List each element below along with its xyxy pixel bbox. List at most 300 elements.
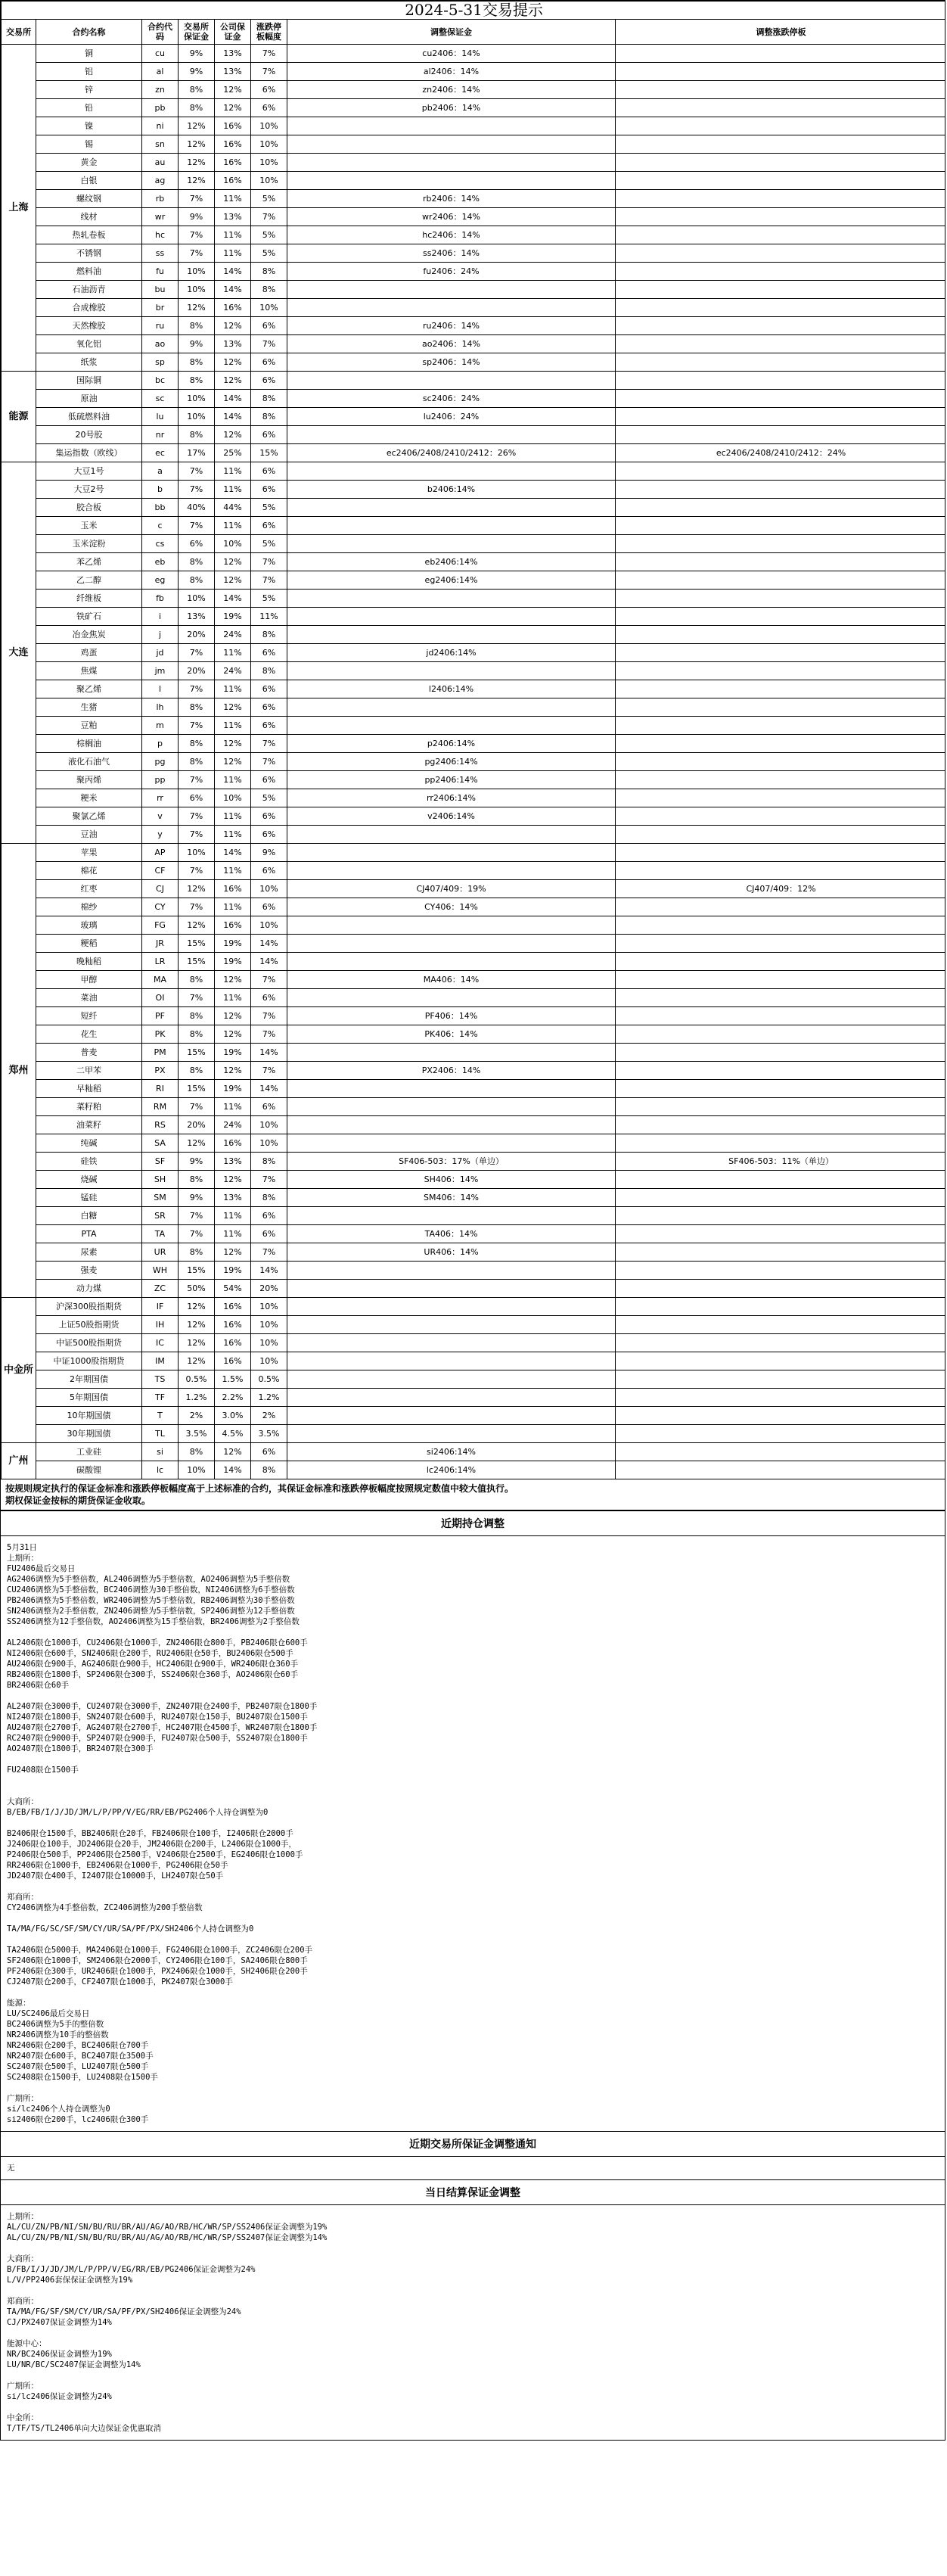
contract-code: PM bbox=[142, 1044, 179, 1062]
limit-range: 8% bbox=[251, 1461, 287, 1479]
exchange-margin: 7% bbox=[179, 717, 215, 735]
adjusted-limit bbox=[616, 135, 946, 154]
adjusted-limit bbox=[616, 390, 946, 408]
contract-name: 镍 bbox=[36, 117, 142, 135]
contract-code: lh bbox=[142, 698, 179, 717]
adjusted-limit bbox=[616, 154, 946, 172]
note-line: 按规则规定执行的保证金标准和涨跌停板幅度高于上述标准的合约，其保证金标准和涨跌停板幅度按照规定数值中较大值执行。 bbox=[5, 1483, 514, 1494]
contract-name: 中证500股指期货 bbox=[36, 1334, 142, 1352]
section-line bbox=[7, 1818, 939, 1828]
adjusted-limit bbox=[616, 281, 946, 299]
contract-name: 甲醇 bbox=[36, 971, 142, 989]
header-company-margin: 公司保证金 bbox=[215, 20, 251, 45]
contract-name: 聚氯乙烯 bbox=[36, 807, 142, 826]
company-margin: 11% bbox=[215, 717, 251, 735]
adjusted-margin: ru2406：14% bbox=[287, 317, 616, 335]
exchange-margin: 7% bbox=[179, 807, 215, 826]
adjusted-limit bbox=[616, 571, 946, 590]
company-margin: 12% bbox=[215, 81, 251, 99]
limit-range: 7% bbox=[251, 1062, 287, 1080]
adjusted-margin bbox=[287, 1098, 616, 1116]
adjusted-limit bbox=[616, 426, 946, 444]
contract-code: eg bbox=[142, 571, 179, 590]
table-row bbox=[2, 299, 946, 317]
section-line: SF2406限仓1000手，SM2406限仓2000手，CY2406限仓100手，SA2406限仓800手 bbox=[7, 1956, 308, 1965]
adjusted-margin bbox=[287, 698, 616, 717]
adjusted-margin: CY406：14% bbox=[287, 898, 616, 916]
contract-name: 粳稻 bbox=[36, 935, 142, 953]
contract-code: PK bbox=[142, 1025, 179, 1044]
section-line: PB2406调整为5手整倍数，WR2406调整为5手整倍数，RB2406调整为30手整倍数 bbox=[7, 1596, 295, 1605]
contract-name: 石油沥青 bbox=[36, 281, 142, 299]
contract-code: bc bbox=[142, 372, 179, 390]
contract-code: IF bbox=[142, 1298, 179, 1316]
notice-sections bbox=[1, 1510, 945, 2440]
exchange-margin: 9% bbox=[179, 208, 215, 226]
contract-name: 锰硅 bbox=[36, 1189, 142, 1207]
table-row bbox=[2, 1280, 946, 1298]
exchange-margin: 20% bbox=[179, 662, 215, 680]
table-row bbox=[2, 81, 946, 99]
exchange-margin: 9% bbox=[179, 45, 215, 63]
adjusted-limit bbox=[616, 1007, 946, 1025]
contract-code: b bbox=[142, 481, 179, 499]
adjusted-margin: rr2406:14% bbox=[287, 789, 616, 807]
limit-range: 10% bbox=[251, 117, 287, 135]
adjusted-limit bbox=[616, 208, 946, 226]
adjusted-limit bbox=[616, 335, 946, 353]
contract-name: 碳酸锂 bbox=[36, 1461, 142, 1479]
adjusted-margin: p2406:14% bbox=[287, 735, 616, 753]
section-line bbox=[7, 1913, 939, 1924]
table-row bbox=[2, 1134, 946, 1153]
limit-range: 5% bbox=[251, 190, 287, 208]
adjusted-limit bbox=[616, 299, 946, 317]
company-margin: 4.5% bbox=[215, 1425, 251, 1443]
adjusted-limit bbox=[616, 462, 946, 481]
contract-name: 白银 bbox=[36, 172, 142, 190]
exchange-margin: 8% bbox=[179, 99, 215, 117]
section-line: FU2406最后交易日 bbox=[7, 1564, 76, 1573]
table-row bbox=[2, 390, 946, 408]
exchange-margin: 10% bbox=[179, 408, 215, 426]
contract-name: 玉米 bbox=[36, 517, 142, 535]
contract-code: bb bbox=[142, 499, 179, 517]
limit-range: 6% bbox=[251, 717, 287, 735]
section-line: NR/BC2406保证金调整为19% bbox=[7, 2350, 112, 2359]
table-row bbox=[2, 335, 946, 353]
company-margin: 12% bbox=[215, 571, 251, 590]
section-line: 广期所： bbox=[7, 2094, 39, 2103]
adjusted-limit bbox=[616, 1443, 946, 1461]
contract-name: 强麦 bbox=[36, 1262, 142, 1280]
table-row bbox=[2, 1243, 946, 1262]
section-line: SC2408限仓1500手，LU2408限仓1500手 bbox=[7, 2073, 158, 2082]
exchange-margin: 8% bbox=[179, 1007, 215, 1025]
section-line: PF2406限仓300手，UR2406限仓1000手，PX2406限仓1000手，SH2406限仓200手 bbox=[7, 1967, 308, 1976]
limit-range: 6% bbox=[251, 698, 287, 717]
adjusted-margin bbox=[287, 1370, 616, 1389]
exchange-margin: 7% bbox=[179, 989, 215, 1007]
limit-range: 10% bbox=[251, 916, 287, 935]
adjusted-margin bbox=[287, 1334, 616, 1352]
table-row bbox=[2, 1443, 946, 1461]
contract-name: PTA bbox=[36, 1225, 142, 1243]
exchange-margin: 7% bbox=[179, 680, 215, 698]
limit-range: 10% bbox=[251, 299, 287, 317]
table-row bbox=[2, 953, 946, 971]
exchange-margin: 9% bbox=[179, 63, 215, 81]
company-margin: 12% bbox=[215, 698, 251, 717]
contract-code: al bbox=[142, 63, 179, 81]
adjusted-margin: ss2406：14% bbox=[287, 244, 616, 263]
section-line: 能源中心： bbox=[7, 2339, 47, 2348]
section-line: TA/MA/FG/SC/SF/SM/CY/UR/SA/PF/PX/SH2406个人持仓调整为0 bbox=[7, 1924, 254, 1934]
table-row bbox=[2, 408, 946, 426]
limit-range: 14% bbox=[251, 1080, 287, 1098]
adjusted-limit bbox=[616, 81, 946, 99]
limit-range: 10% bbox=[251, 1298, 287, 1316]
contract-code: si bbox=[142, 1443, 179, 1461]
contract-code: SH bbox=[142, 1171, 179, 1189]
limit-range: 7% bbox=[251, 208, 287, 226]
section-line: 大商所： bbox=[7, 2254, 39, 2263]
adjusted-margin: UR406：14% bbox=[287, 1243, 616, 1262]
table-row bbox=[2, 1189, 946, 1207]
limit-range: 8% bbox=[251, 281, 287, 299]
adjusted-limit bbox=[616, 1298, 946, 1316]
contract-name: 纯碱 bbox=[36, 1134, 142, 1153]
table-row bbox=[2, 826, 946, 844]
company-margin: 13% bbox=[215, 208, 251, 226]
limit-range: 2% bbox=[251, 1407, 287, 1425]
company-margin: 19% bbox=[215, 1080, 251, 1098]
table-row bbox=[2, 898, 946, 916]
company-margin: 11% bbox=[215, 826, 251, 844]
table-row bbox=[2, 1407, 946, 1425]
contract-name: 黄金 bbox=[36, 154, 142, 172]
adjusted-limit bbox=[616, 190, 946, 208]
section-line: CJ/PX2407保证金调整为14% bbox=[7, 2318, 112, 2327]
exchange-margin: 8% bbox=[179, 426, 215, 444]
company-margin: 11% bbox=[215, 462, 251, 481]
limit-range: 10% bbox=[251, 1352, 287, 1370]
company-margin: 14% bbox=[215, 590, 251, 608]
contract-name: 聚乙烯 bbox=[36, 680, 142, 698]
contract-name: 聚丙烯 bbox=[36, 771, 142, 789]
adjusted-limit bbox=[616, 862, 946, 880]
adjusted-margin bbox=[287, 1280, 616, 1298]
contract-name: 纸浆 bbox=[36, 353, 142, 372]
contract-name: 原油 bbox=[36, 390, 142, 408]
adjusted-limit: SF406-503：11%（单边） bbox=[616, 1153, 946, 1171]
contract-code: ZC bbox=[142, 1280, 179, 1298]
table-row bbox=[2, 99, 946, 117]
table-row bbox=[2, 244, 946, 263]
limit-range: 0.5% bbox=[251, 1370, 287, 1389]
table-row bbox=[2, 154, 946, 172]
contract-name: 菜籽粕 bbox=[36, 1098, 142, 1116]
limit-range: 15% bbox=[251, 444, 287, 462]
contract-name: 烧碱 bbox=[36, 1171, 142, 1189]
exchange-margin: 8% bbox=[179, 1171, 215, 1189]
adjusted-margin: si2406:14% bbox=[287, 1443, 616, 1461]
section-line: NR2406调整为10手的整倍数 bbox=[7, 2030, 109, 2039]
table-row bbox=[2, 462, 946, 481]
adjusted-limit bbox=[616, 172, 946, 190]
section-line: FU2408限仓1500手 bbox=[7, 1766, 79, 1775]
contract-code: OI bbox=[142, 989, 179, 1007]
contract-code: JR bbox=[142, 935, 179, 953]
table-row bbox=[2, 1316, 946, 1334]
adjusted-limit bbox=[616, 499, 946, 517]
table-row bbox=[2, 717, 946, 735]
contract-name: 玻璃 bbox=[36, 916, 142, 935]
company-margin: 19% bbox=[215, 935, 251, 953]
table-row bbox=[2, 1171, 946, 1189]
section-line: J2406限仓100手，JD2406限仓20手，JM2406限仓200手，L2406限仓1000手， bbox=[7, 1840, 297, 1849]
contract-code: jd bbox=[142, 644, 179, 662]
contract-code: ao bbox=[142, 335, 179, 353]
exchange-margin: 2% bbox=[179, 1407, 215, 1425]
company-margin: 11% bbox=[215, 244, 251, 263]
adjusted-limit bbox=[616, 771, 946, 789]
exchange-margin: 12% bbox=[179, 1352, 215, 1370]
exchange-margin: 7% bbox=[179, 898, 215, 916]
exchange-margin: 7% bbox=[179, 826, 215, 844]
limit-range: 8% bbox=[251, 263, 287, 281]
adjusted-limit: CJ407/409：12% bbox=[616, 880, 946, 898]
company-margin: 10% bbox=[215, 789, 251, 807]
contract-code: fu bbox=[142, 263, 179, 281]
contract-name: 尿素 bbox=[36, 1243, 142, 1262]
exchange-margin: 8% bbox=[179, 698, 215, 717]
contract-name: 纤维板 bbox=[36, 590, 142, 608]
limit-range: 20% bbox=[251, 1280, 287, 1298]
table-row bbox=[2, 172, 946, 190]
company-margin: 11% bbox=[215, 190, 251, 208]
table-row bbox=[2, 1262, 946, 1280]
section-line bbox=[7, 2243, 939, 2254]
adjusted-limit bbox=[616, 1207, 946, 1225]
exchange-margin: 15% bbox=[179, 1080, 215, 1098]
section-line: NI2406限仓600手，SN2406限仓200手，RU2406限仓50手，BU2406限仓500手 bbox=[7, 1649, 293, 1658]
section-line: CJ2407限仓200手，CF2407限仓1000手，PK2407限仓3000手 bbox=[7, 1977, 233, 1986]
adjusted-margin bbox=[287, 1207, 616, 1225]
exchange-margin: 7% bbox=[179, 1225, 215, 1243]
adjusted-limit bbox=[616, 680, 946, 698]
contract-name: 铝 bbox=[36, 63, 142, 81]
company-margin: 24% bbox=[215, 662, 251, 680]
contract-code: wr bbox=[142, 208, 179, 226]
section-line: 无 bbox=[7, 2164, 15, 2173]
adjusted-margin bbox=[287, 135, 616, 154]
limit-range: 10% bbox=[251, 1334, 287, 1352]
contract-code: sc bbox=[142, 390, 179, 408]
exchange-margin: 12% bbox=[179, 1316, 215, 1334]
adjusted-limit bbox=[616, 1316, 946, 1334]
table-row bbox=[2, 626, 946, 644]
limit-range: 8% bbox=[251, 662, 287, 680]
limit-range: 6% bbox=[251, 826, 287, 844]
adjusted-limit bbox=[616, 717, 946, 735]
adjusted-limit bbox=[616, 698, 946, 717]
limit-range: 6% bbox=[251, 1098, 287, 1116]
contract-name: 生猪 bbox=[36, 698, 142, 717]
limit-range: 7% bbox=[251, 1243, 287, 1262]
contract-code: TL bbox=[142, 1425, 179, 1443]
page-title: 2024-5-31交易提示 bbox=[2, 2, 946, 20]
section-line: LU/SC2406最后交易日 bbox=[7, 2009, 90, 2018]
adjusted-margin bbox=[287, 154, 616, 172]
contract-name: 液化石油气 bbox=[36, 753, 142, 771]
contract-code: CY bbox=[142, 898, 179, 916]
company-margin: 16% bbox=[215, 1134, 251, 1153]
contract-code: pp bbox=[142, 771, 179, 789]
company-margin: 2.2% bbox=[215, 1389, 251, 1407]
contract-code: ss bbox=[142, 244, 179, 263]
adjusted-margin: sp2406：14% bbox=[287, 353, 616, 372]
exchange-margin: 13% bbox=[179, 608, 215, 626]
adjusted-margin bbox=[287, 1389, 616, 1407]
table-row bbox=[2, 1225, 946, 1243]
contract-name: 上证50股指期货 bbox=[36, 1316, 142, 1334]
limit-range: 5% bbox=[251, 535, 287, 553]
contract-code: i bbox=[142, 608, 179, 626]
exchange-margin: 7% bbox=[179, 517, 215, 535]
contract-code: ec bbox=[142, 444, 179, 462]
contract-name: 中证1000股指期货 bbox=[36, 1352, 142, 1370]
exchange-margin: 7% bbox=[179, 1098, 215, 1116]
section-line bbox=[7, 2402, 939, 2413]
contract-name: 棉花 bbox=[36, 862, 142, 880]
contract-code: SR bbox=[142, 1207, 179, 1225]
limit-range: 6% bbox=[251, 1443, 287, 1461]
limit-range: 7% bbox=[251, 571, 287, 590]
table-row bbox=[2, 190, 946, 208]
adjusted-margin bbox=[287, 1298, 616, 1316]
adjusted-limit bbox=[616, 553, 946, 571]
section-line: CU2406调整为5手整倍数，BC2406调整为30手整倍数，NI2406调整为6手整倍数 bbox=[7, 1585, 295, 1594]
company-margin: 11% bbox=[215, 1207, 251, 1225]
exchange-margin: 3.5% bbox=[179, 1425, 215, 1443]
company-margin: 16% bbox=[215, 1316, 251, 1334]
adjusted-limit bbox=[616, 608, 946, 626]
contract-code: ru bbox=[142, 317, 179, 335]
table-row bbox=[2, 444, 946, 462]
company-margin: 12% bbox=[215, 1243, 251, 1262]
company-margin: 11% bbox=[215, 989, 251, 1007]
contract-name: 焦煤 bbox=[36, 662, 142, 680]
section-title: 当日结算保证金调整 bbox=[1, 2179, 945, 2205]
exchange-margin: 15% bbox=[179, 953, 215, 971]
exchange-margin: 8% bbox=[179, 1443, 215, 1461]
exchange-margin: 12% bbox=[179, 916, 215, 935]
contract-name: 合成橡胶 bbox=[36, 299, 142, 317]
company-margin: 12% bbox=[215, 426, 251, 444]
company-margin: 11% bbox=[215, 807, 251, 826]
contract-code: p bbox=[142, 735, 179, 753]
table-row bbox=[2, 517, 946, 535]
adjusted-limit bbox=[616, 317, 946, 335]
limit-range: 6% bbox=[251, 517, 287, 535]
company-margin: 19% bbox=[215, 1044, 251, 1062]
company-margin: 44% bbox=[215, 499, 251, 517]
table-row bbox=[2, 1007, 946, 1025]
company-margin: 12% bbox=[215, 372, 251, 390]
contract-code: a bbox=[142, 462, 179, 481]
adjusted-limit bbox=[616, 935, 946, 953]
exchange-margin: 7% bbox=[179, 481, 215, 499]
contract-code: au bbox=[142, 154, 179, 172]
section-line: AL/CU/ZN/PB/NI/SN/BU/RU/BR/AU/AG/AO/RB/HC/WR/SP/SS2407保证金调整为14% bbox=[7, 2233, 328, 2242]
section-title: 近期持仓调整 bbox=[1, 1510, 945, 1536]
limit-range: 10% bbox=[251, 154, 287, 172]
adjusted-margin bbox=[287, 281, 616, 299]
exchange-margin: 6% bbox=[179, 535, 215, 553]
limit-range: 7% bbox=[251, 553, 287, 571]
adjusted-margin bbox=[287, 499, 616, 517]
limit-range: 14% bbox=[251, 953, 287, 971]
contract-code: TF bbox=[142, 1389, 179, 1407]
adjusted-margin: v2406:14% bbox=[287, 807, 616, 826]
adjusted-margin bbox=[287, 862, 616, 880]
company-margin: 12% bbox=[215, 353, 251, 372]
contract-name: 30年期国债 bbox=[36, 1425, 142, 1443]
adjusted-limit bbox=[616, 916, 946, 935]
section-line bbox=[7, 1775, 939, 1786]
exchange-name: 上海 bbox=[2, 45, 36, 372]
limit-range: 7% bbox=[251, 1171, 287, 1189]
company-margin: 12% bbox=[215, 553, 251, 571]
limit-range: 7% bbox=[251, 335, 287, 353]
contract-name: 低硫燃料油 bbox=[36, 408, 142, 426]
table-row bbox=[2, 916, 946, 935]
contract-code: TS bbox=[142, 1370, 179, 1389]
table-row bbox=[2, 680, 946, 698]
company-margin: 16% bbox=[215, 154, 251, 172]
exchange-margin: 6% bbox=[179, 789, 215, 807]
adjusted-limit: ec2406/2408/2410/2412：24% bbox=[616, 444, 946, 462]
exchange-name: 广州 bbox=[2, 1443, 36, 1479]
table-row bbox=[2, 1298, 946, 1316]
table-row bbox=[2, 880, 946, 898]
limit-range: 10% bbox=[251, 135, 287, 154]
exchange-margin: 17% bbox=[179, 444, 215, 462]
table-row bbox=[2, 1389, 946, 1407]
section-line bbox=[7, 1934, 939, 1945]
contract-code: rb bbox=[142, 190, 179, 208]
exchange-margin: 12% bbox=[179, 880, 215, 898]
limit-range: 10% bbox=[251, 880, 287, 898]
adjusted-limit bbox=[616, 626, 946, 644]
table-row bbox=[2, 862, 946, 880]
adjusted-margin bbox=[287, 1407, 616, 1425]
section-line: CY2406调整为4手整倍数，ZC2406调整为200手整倍数 bbox=[7, 1903, 203, 1912]
limit-range: 6% bbox=[251, 372, 287, 390]
section-line: AU2406限仓900手，AG2406限仓900手，HC2406限仓900手，WR2406限仓360手 bbox=[7, 1660, 299, 1669]
limit-range: 6% bbox=[251, 426, 287, 444]
company-margin: 12% bbox=[215, 735, 251, 753]
adjusted-margin: pg2406:14% bbox=[287, 753, 616, 771]
section-line: AG2406调整为5手整倍数，AL2406调整为5手整倍数，AO2406调整为5手整倍数 bbox=[7, 1575, 290, 1584]
company-margin: 12% bbox=[215, 971, 251, 989]
section-line: BR2406限仓60手 bbox=[7, 1681, 70, 1690]
adjusted-margin bbox=[287, 462, 616, 481]
table-row bbox=[2, 135, 946, 154]
company-margin: 19% bbox=[215, 1262, 251, 1280]
section-line bbox=[7, 2370, 939, 2381]
